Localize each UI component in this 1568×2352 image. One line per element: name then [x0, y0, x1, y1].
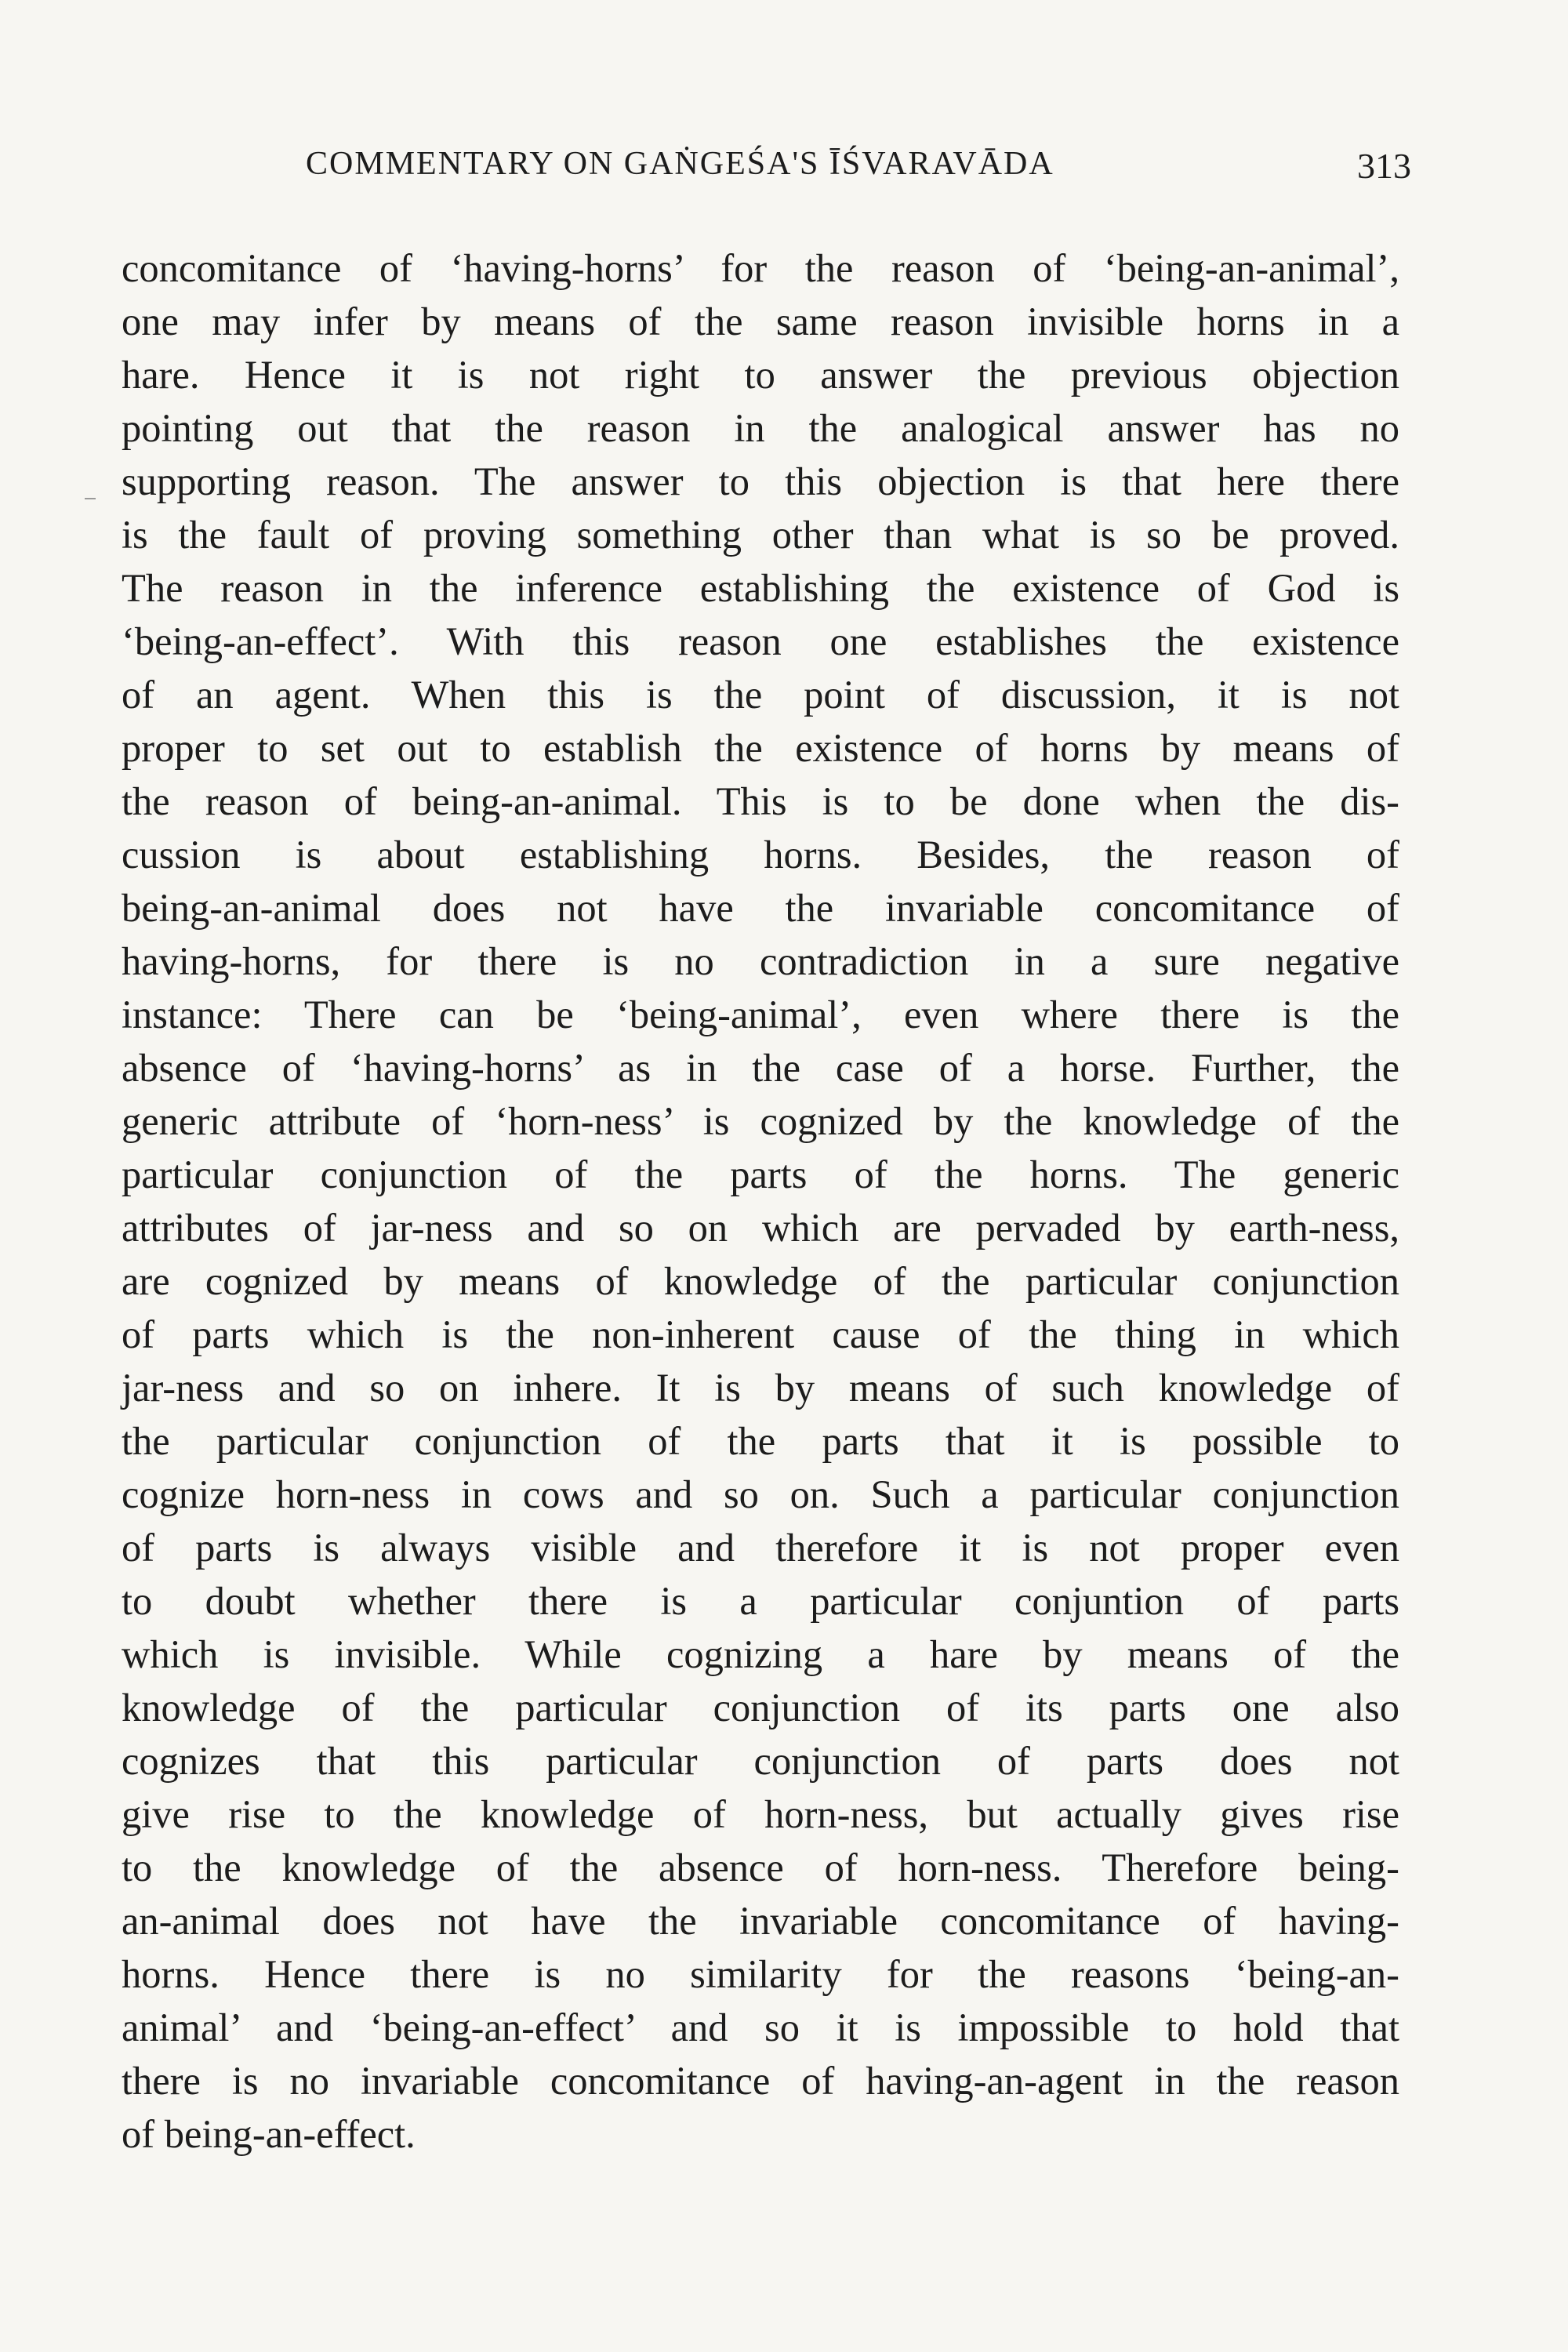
text-line: attributes of jar-ness and so on which are pervaded by earth-ness,: [122, 1206, 1399, 1250]
text-line: concomitance of ‘having-horns’ for the reason of ‘being-an-animal’,: [122, 246, 1399, 290]
text-line: of being-an-effect.: [122, 2112, 416, 2156]
text-line: knowledge of the particular conjunction of its parts one also: [122, 1686, 1399, 1730]
running-head: COMMENTARY ON GAṄGEŚA'S ĪŚVARAVĀDA: [306, 146, 1054, 182]
text-line: particular conjunction of the parts of the horns. The generic: [122, 1152, 1399, 1196]
text-line: the reason of being-an-animal. This is to be done when the dis-: [122, 779, 1399, 823]
text-line: cognize horn-ness in cows and so on. Such a particular conjunction: [122, 1472, 1399, 1516]
margin-mark: [85, 498, 96, 499]
text-line: is the fault of proving something other than what is so be proved.: [122, 513, 1399, 557]
text-line: of an agent. When this is the point of discussion, it is not: [122, 673, 1399, 717]
text-line: animal’ and ‘being-an-effect’ and so it is impossible to hold that: [122, 2005, 1399, 2049]
text-line: which is invisible. While cognizing a hare by means of the: [122, 1632, 1399, 1676]
text-line: having-horns, for there is no contradiction in a sure negative: [122, 939, 1399, 983]
text-line: the particular conjunction of the parts that it is possible to: [122, 1419, 1399, 1463]
page-header: [306, 145, 1411, 200]
text-line: an-animal does not have the invariable concomitance of having-: [122, 1899, 1399, 1943]
text-line: generic attribute of ‘horn-ness’ is cognized by the knowledge of the: [122, 1099, 1399, 1143]
text-line: give rise to the knowledge of horn-ness, but actually gives rise: [122, 1792, 1399, 1836]
text-line: are cognized by means of knowledge of the particular conjunction: [122, 1259, 1399, 1303]
text-line: hare. Hence it is not right to answer the previous objection: [122, 353, 1399, 397]
text-line: jar-ness and so on inhere. It is by means of such knowledge of: [122, 1366, 1399, 1410]
page-number: 313: [1357, 146, 1411, 186]
text-line: cussion is about establishing horns. Besides, the reason of: [122, 833, 1399, 877]
text-line: The reason in the inference establishing the existence of God is: [122, 566, 1399, 610]
text-line: of parts which is the non-inherent cause of the thing in which: [122, 1312, 1399, 1356]
text-line: being-an-animal does not have the invariable concomitance of: [122, 886, 1399, 930]
text-line: one may infer by means of the same reason invisible horns in a: [122, 299, 1399, 343]
text-line: ‘being-an-effect’. With this reason one establishes the existence: [122, 619, 1399, 663]
text-line: pointing out that the reason in the analogical answer has no: [122, 406, 1399, 450]
body-text: [122, 241, 1399, 2161]
text-line: of parts is always visible and therefore it is not proper even: [122, 1526, 1399, 1570]
text-line: to the knowledge of the absence of horn-ness. Therefore being-: [122, 1846, 1399, 1889]
text-line: absence of ‘having-horns’ as in the case of a horse. Further, the: [122, 1046, 1399, 1090]
text-line: to doubt whether there is a particular conjuntion of parts: [122, 1579, 1399, 1623]
text-line: there is no invariable concomitance of having-an-agent in the reason: [122, 2059, 1399, 2103]
text-line: supporting reason. The answer to this objection is that here there: [122, 459, 1399, 503]
text-line: cognizes that this particular conjunction of parts does not: [122, 1739, 1399, 1783]
text-line: proper to set out to establish the existence of horns by means of: [122, 726, 1399, 770]
text-line: horns. Hence there is no similarity for the reasons ‘being-an-: [122, 1952, 1399, 1996]
text-line: instance: There can be ‘being-animal’, even where there is the: [122, 993, 1399, 1036]
